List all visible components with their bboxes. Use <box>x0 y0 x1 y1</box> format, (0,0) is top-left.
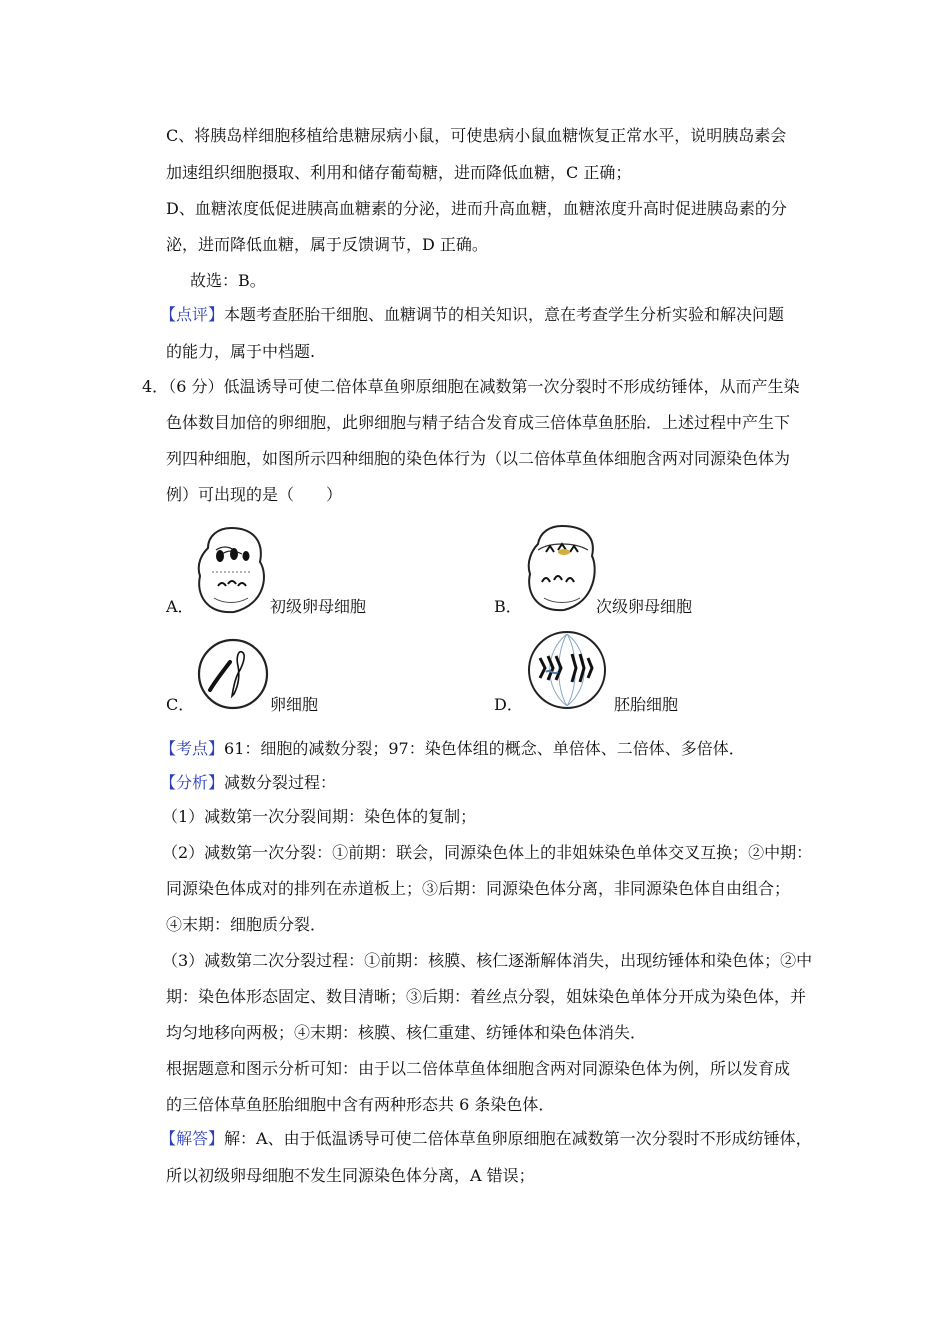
cell-division-icon <box>194 524 268 616</box>
question-line3: 列四种细胞，如图所示四种细胞的染色体行为（以二倍体草鱼体细胞含两对同源染色体为 <box>166 449 791 468</box>
analysis-p3-line1: （3）减数第二次分裂过程：①前期：核膜、核仁逐渐解体消失，出现纺锤体和染色体；②中 <box>162 951 813 970</box>
kaodian-tag: 【考点】 <box>160 739 225 758</box>
analysis-p2-line3: ④末期：细胞质分裂． <box>166 915 327 934</box>
analysis-p3-line3: 均匀地移向两极；④末期：核膜、核仁重建、纺锤体和染色体消失． <box>166 1023 647 1042</box>
analysis-p2-line1: （2）减数第一次分裂：①前期：联会，同源染色体上的非姐妹染色单体交叉互换；②中期： <box>162 843 813 862</box>
option-d-label: 胚胎细胞 <box>614 695 679 714</box>
jieda-text: 解：A、由于低温诱导可使二倍体草鱼卵原细胞在减数第一次分裂时不形成纺锤体， <box>224 1129 812 1148</box>
jieda-line2: 所以初级卵母细胞不发生同源染色体分离，A 错误； <box>166 1166 535 1185</box>
spindle-cell-icon <box>524 628 610 712</box>
question-line2: 色体数目加倍的卵细胞，此卵细胞与精子结合发育成三倍体草鱼胚胎．上述过程中产生下 <box>166 413 791 432</box>
option-b-letter[interactable]: B． <box>494 597 522 616</box>
option-c-letter[interactable]: C． <box>166 695 195 714</box>
kaodian-line <box>160 738 745 760</box>
analysis-p1: （1）减数第一次分裂间期：染色体的复制； <box>162 807 477 826</box>
analysis-p2-line2: 同源染色体成对的排列在赤道板上；③后期：同源染色体分离，非同源染色体自由组合； <box>166 879 791 898</box>
question-line4: 例）可出现的是（ ） <box>166 485 343 504</box>
question-line1 <box>142 376 799 398</box>
option-d-letter[interactable]: D． <box>494 695 523 714</box>
jieda-line1 <box>160 1128 812 1150</box>
jieda-tag: 【解答】 <box>160 1129 225 1148</box>
fenxi-tag: 【分析】 <box>160 773 225 792</box>
answer-c-line2: 加速组织细胞摄取、利用和储存葡萄糖，进而降低血糖，C 正确； <box>166 163 632 182</box>
option-a-label: 初级卵母细胞 <box>270 597 367 616</box>
question-number: 4． <box>142 377 169 396</box>
answer-d-line1: D、血糖浓度低促进胰高血糖素的分泌，进而升高血糖，血糖浓度升高时促进胰岛素的分 <box>166 199 787 218</box>
review-tag: 【点评】 <box>160 305 225 324</box>
fenxi-text: 减数分裂过程： <box>224 773 337 792</box>
answer-choice: 故选：B。 <box>190 271 266 290</box>
review-line2: 的能力，属于中档题. <box>166 342 316 361</box>
option-c-label: 卵细胞 <box>270 695 319 714</box>
answer-c-line1: C、将胰岛样细胞移植给患糖尿病小鼠，可使患病小鼠血糖恢复正常水平，说明胰岛素会 <box>166 126 787 145</box>
egg-cell-icon <box>196 636 270 712</box>
option-b-label: 次级卵母细胞 <box>596 597 693 616</box>
review-line1 <box>160 304 784 326</box>
analysis-p3-line2: 期：染色体形态固定、数目清晰；③后期：着丝点分裂，姐妹染色单体分开成为染色体，并 <box>166 987 807 1006</box>
fenxi-line <box>160 772 336 794</box>
analysis-p4-line2: 的三倍体草鱼胚胎细胞中含有两种形态共 6 条染色体． <box>166 1095 555 1114</box>
cell-division-icon <box>524 522 600 614</box>
option-a-letter[interactable]: A． <box>166 597 194 616</box>
kaodian-text: 61：细胞的减数分裂；97：染色体组的概念、单倍体、二倍体、多倍体． <box>224 739 745 758</box>
question-text: （6 分）低温诱导可使二倍体草鱼卵原细胞在减数第一次分裂时不形成纺锤体，从而产生染 <box>168 377 800 396</box>
review-text: 本题考查胚胎干细胞、血糖调节的相关知识，意在考查学生分析实验和解决问题 <box>224 305 785 324</box>
answer-d-line2: 泌，进而降低血糖，属于反馈调节，D 正确。 <box>166 235 488 254</box>
analysis-p4-line1: 根据题意和图示分析可知：由于以二倍体草鱼体细胞含两对同源染色体为例，所以发育成 <box>166 1059 791 1078</box>
